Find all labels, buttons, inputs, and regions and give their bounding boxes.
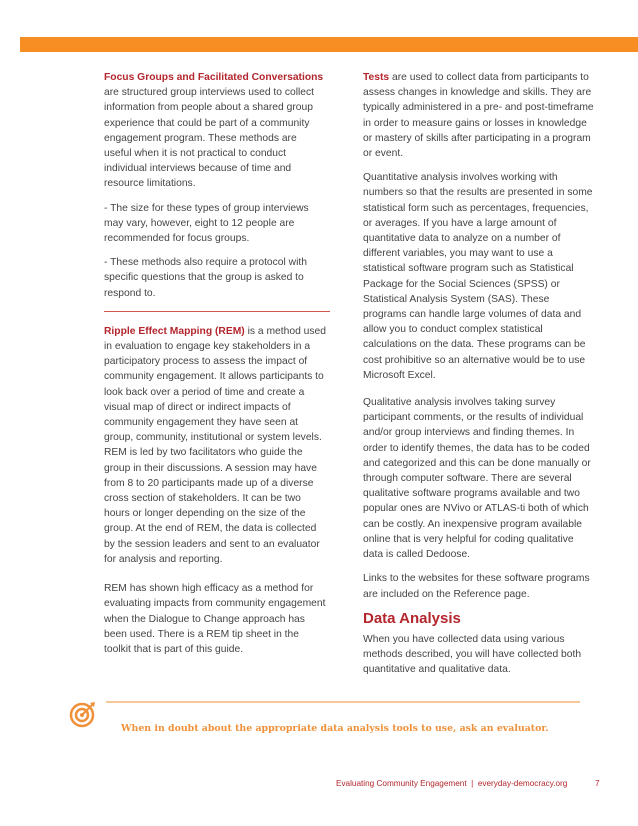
bullet-protocol: - These methods also require a protocol with specific questions that the group is asked to respond to. xyxy=(104,257,307,299)
page-number: 7 xyxy=(595,779,600,788)
bullet-size: - The size for these types of group interviews may vary, however, eight to 12 people are recommended for focus groups. xyxy=(104,202,309,245)
focus-groups-paragraph xyxy=(104,70,326,192)
rem-efficacy-paragraph: REM has shown high efficacy as a method for evaluating impacts from community engagement when the Dialogue to Change approach has been used. There is a REM tip sheet in the toolkit that is part of this guide. xyxy=(104,583,326,655)
data-analysis-heading: Data Analysis xyxy=(363,609,461,627)
term: Tests xyxy=(363,72,390,83)
footer-text: Evaluating Community Engagement | everyday-democracy.org xyxy=(336,779,568,788)
section-divider xyxy=(104,311,330,312)
term: Ripple Effect Mapping (REM) xyxy=(104,325,245,337)
text: are structured group interviews used to collect information from people about a shared group experience that could be part of a community engagement program. These methods are useful when it is not practical to conduct individual interviews because of time and resource limitations. xyxy=(104,87,315,190)
tests-paragraph xyxy=(363,70,595,161)
rem-paragraph xyxy=(104,324,326,567)
text: is a method used in evaluation to engage key stakeholders in a participatory process to assess the impact of community engagement. It allows participants to look back over a period of time and create a visual map of direct or indirect impacts of community engagement they have seen at group, community, institutional or system levels. REM is led by two facilitators who guide the group in their discussions. A session may have from 8 to 20 participants made up of a diverse cross section of stakeholders. It can be two hours or longer depending on the size of the group. At the end of REM, the data is collected by the session leaders and sent to an evaluator for analysis and reporting. xyxy=(104,325,326,565)
callout-text: When in doubt about the appropriate data analysis tools to use, ask an evaluator. xyxy=(121,723,549,734)
term: Focus Groups and Facilitated Conversations xyxy=(104,72,324,83)
text: are used to collect data from participants to assess changes in knowledge and skills. They are typically administered in a pre- and post-timeframe in order to measure gains or losses in knowledge or mastery of skills after participating in a program or event. xyxy=(363,72,594,160)
right-column xyxy=(363,70,595,687)
header-bar xyxy=(20,37,638,52)
target-icon xyxy=(69,700,97,728)
quantitative-paragraph: Quantitative analysis involves working with numbers so that the results are presented in some statistical form such as percentages, frequencies, or averages. If you have a large amount of quantitative data to analyze on a number of different variables, you may want to use a statistical software program such as Statistical Package for the Social Sciences (SPSS) or Statistical Analysis System (SAS). These programs can handle large volumes of data and allow you to conduct complex statistical calculations on the data. These programs can be cost prohibitive so an alternative would be to use Microsoft Excel. xyxy=(363,172,593,381)
links-paragraph: Links to the websites for these software programs are included on the Reference page. xyxy=(363,573,590,600)
data-analysis-paragraph: When you have collected data using various methods described, you will have collected both quantitative and qualitative data. xyxy=(363,633,582,676)
left-column xyxy=(104,70,326,666)
callout-rule xyxy=(106,701,580,703)
qualitative-paragraph: Qualitative analysis involves taking survey participant comments, or the results of individual and/or group interviews and finding themes. In order to identify themes, the data has to be coded and categorized and this can be done manually or through computer software. There are several qualitative software programs available and two popular ones are NVivo or ATLAS-ti both of which can be costly. An inexpensive program available online that is very helpful for coding qualitative data is called Dedoose. xyxy=(363,397,591,561)
